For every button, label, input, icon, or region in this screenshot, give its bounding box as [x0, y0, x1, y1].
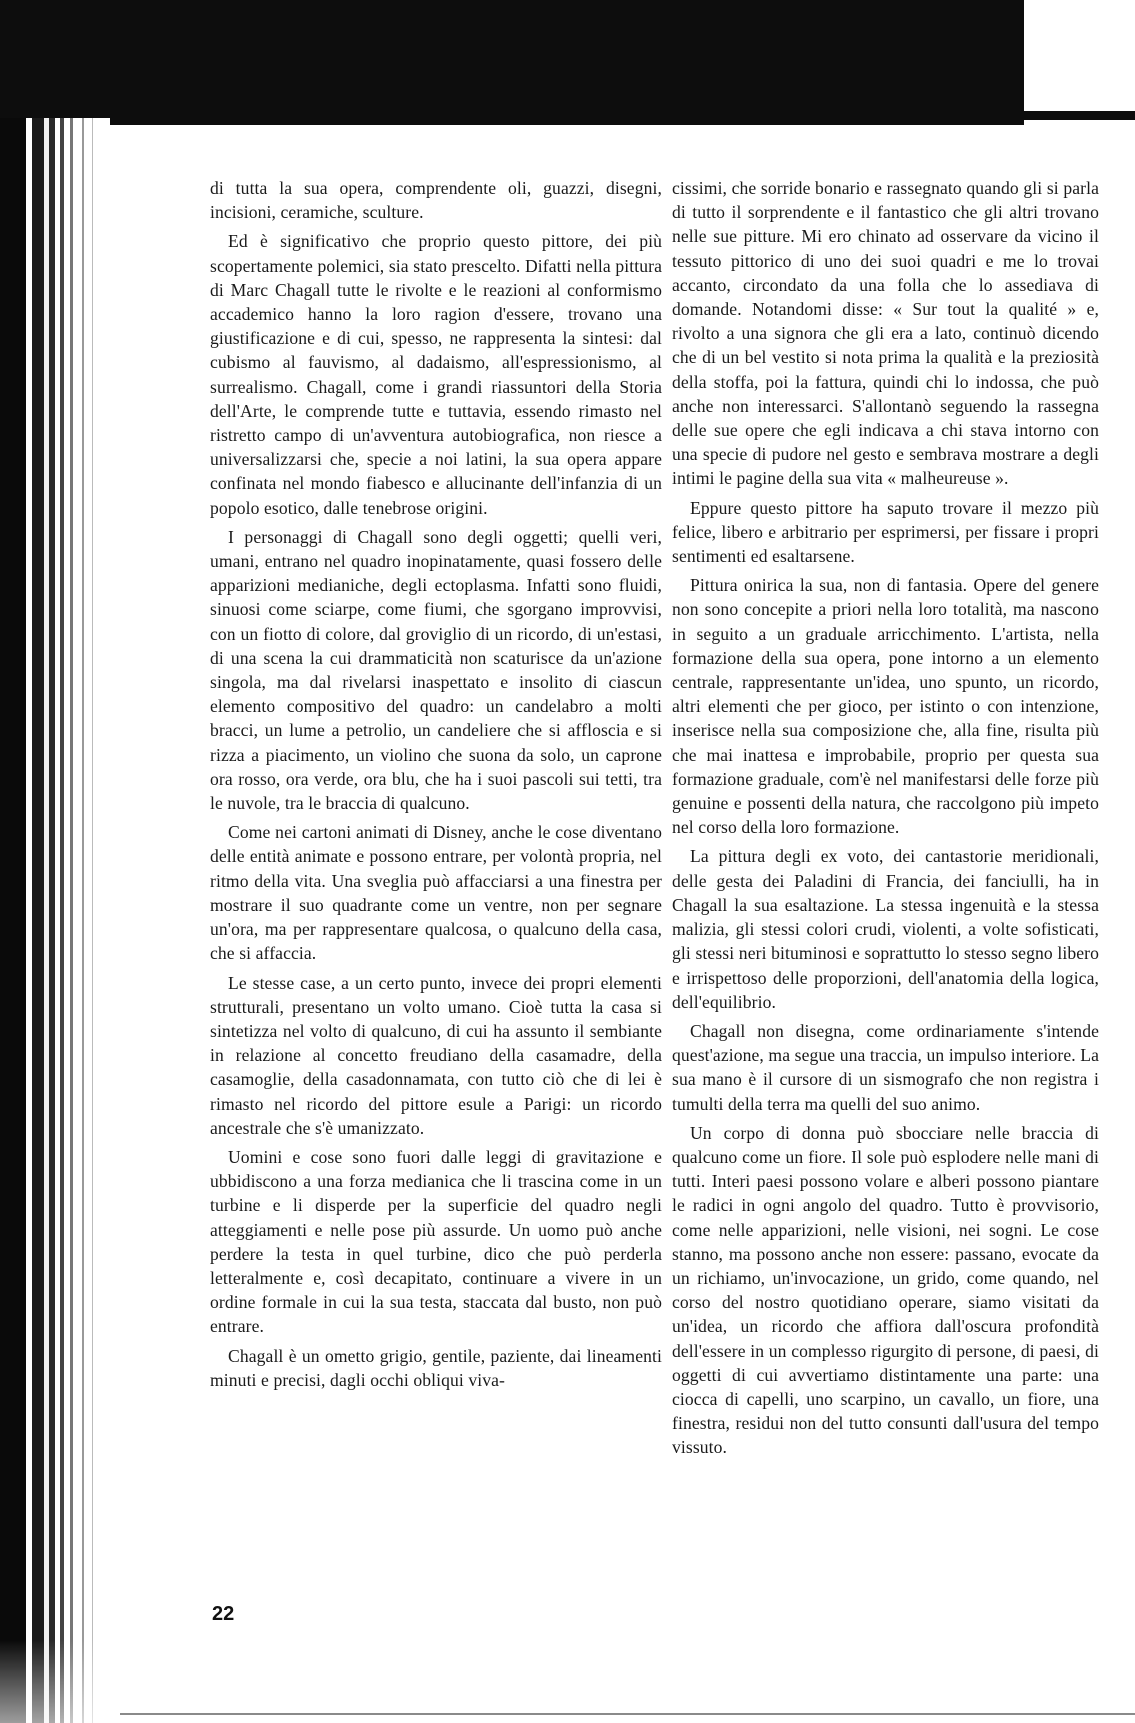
- paragraph: Chagall non disegna, come ordinariamente s'intende quest'azione, ma segue una traccia, un impulso interiore. La sua mano è il cursore di un sismografo che non registra i tumulti della terra ma quelli del suo animo.: [672, 1020, 1099, 1114]
- bottom-edge-line: [120, 1713, 1135, 1715]
- paragraph: Le stesse case, a un certo punto, invece dei propri elementi strutturali, presentano un volto umano. Cioè tutta la casa si sintetizza nel volto di qualcuno, di cui ha assunto il sembiante in relazione al concetto freudiano della casamadre, della casamoglie, della casadonnamata, con tutto ciò che di lei è rimasto nel ricordo del pittore esule a Parigi: un ricordo ancestrale che s'è umanizzato.: [210, 972, 662, 1138]
- paragraph: di tutta la sua opera, comprendente oli, guazzi, disegni, incisioni, ceramiche, sculture.: [210, 178, 662, 223]
- paragraph: Pittura onirica la sua, non di fantasia. Opere del genere non sono concepite a priori nella loro totalità, ma nascono in seguito a un graduale arricchimento. L'artista, nella formazione della sua opera, pone intorno a un elemento centrale, rappresentante un'idea, uno spunto, un ricordo, altri elementi che per gioco, per istinto o con intenzione, inserisce nella sua composizione che, alla fine, risulta più che mai inattesa e improbabile, proprio per questa sua formazione graduale, com'è nel manifestarsi delle forze più genuine e possenti della natura, che raccolgono più impeto nel corso della loro formazione.: [672, 575, 1099, 838]
- paragraph: Ed è significativo che proprio questo pittore, dei più scopertamente polemici, sia stato prescelto. Difatti nella pittura di Marc Chagall tutte le rivolte e le reazioni al conformismo accademico hanno la loro ragion d'essere, trovano una giustificazione e di cui, spesso, ne rappresenta la sintesi: dal cubismo al fauvismo, al dadaismo, all'espressionismo, al surrealismo. Chagall, come i grandi riassuntori della Storia dell'Arte, le comprende tutte e tuttavia, essendo rimasto nel ristretto campo di un'avventura autobiografica, non riesce a universalizzarsi che, specie a noi latini, la sua opera appare confinata nel mondo fiabesco e allucinante dell'infanzia di un popolo esotico, dalle tenebrose origini.: [210, 231, 662, 518]
- paragraph: La pittura degli ex voto, dei cantastorie meridionali, delle gesta dei Paladini di Francia, dei fanciulli, ha in Chagall la sua esaltazione. La stessa ingenuità e la stessa malizia, gli stessi colori crudi, violenti, a volte sofisticati, gli stessi neri bituminosi e soprattutto lo stesso segno libero e irrispettoso delle proporzioni, dell'anatomia della logica, dell'equilibrio.: [672, 846, 1099, 1012]
- paragraph: I personaggi di Chagall sono degli oggetti; quelli veri, umani, entrano nel quadro inopinatamente, quasi fossero delle apparizioni medianiche, degli ectoplasma. Infatti sono fluidi, sinuosi come sciarpe, come fiumi, che sgorgano improvvisi, con un fiotto di colore, dal groviglio di un ricordo, di un'estasi, di una scena la cui drammaticità non scaturisce da un'azione singola, ma dal rivelarsi inaspettato e insolito di ciascun elemento compositivo del quadro: un candelabro a molti bracci, un lume a petrolio, un candeliere che si affloscia e si rizza a piacimento, un violino che suona da solo, un caprone ora rosso, ora verde, ora blu, che ha i suoi pascoli sui tetti, tra le nuvole, tra le braccia di qualcuno.: [210, 526, 662, 814]
- paragraph: Uomini e cose sono fuori dalle leggi di gravitazione e ubbidiscono a una forza medianica che li trascina come in un turbine e li disperde per la superficie del quadro negli atteggiamenti e nelle pose più assurde. Un uomo può anche perdere la testa in quel turbine, dico che può perderla letteralmente e, così decapitato, continuare a vivere in un ordine formale in cui la sua testa, staccata dal busto, non può entrare.: [210, 1146, 662, 1337]
- right-text-column: [672, 176, 1099, 1465]
- paragraph: cissimi, che sorride bonario e rassegnato quando gli si parla di tutto il sorprendente e il fantastico che gli altri trovano nelle sue pitture. Mi ero chinato ad osservare da vicino il tessuto pittorico di uno dei suoi quadri e me lo trovai accanto, circondato da una folla che lo assediava di domande. Notandomi disse: « Sur tout la qualité » e, rivolto a una signora che gli era a lato, continuò dicendo che di un bel vestito si nota prima la qualità e la preziosità della stoffa, poi la fattura, quindi chi lo indossa, che può anche non interessarci. S'allontanò seguendo la rassegna delle sue opere che egli indicava a chi stava intorno con una specie di pudore nel gesto e sembrava mostrare a degli intimi le pagine della sua vita « malheureuse ».: [672, 178, 1099, 489]
- left-text-column: [210, 176, 662, 1397]
- paragraph: Chagall è un ometto grigio, gentile, paziente, dai lineamenti minuti e precisi, dagli occhi obliqui viva-: [210, 1345, 662, 1390]
- top-dark-band: [0, 0, 1024, 125]
- top-dark-band-edge: [1020, 111, 1135, 120]
- page-number: 22: [212, 1603, 235, 1625]
- paragraph: Come nei cartoni animati di Disney, anche le cose diventano delle entità animate e possono entrare, per volontà propria, nel ritmo della vita. Una sveglia può affacciarsi a una finestra per mostrare il suo quadrante come un ventre, non per segnare un'ora, ma per rappresentare qualcosa, o qualcuno della casa, che si affaccia.: [210, 822, 662, 964]
- paragraph: Eppure questo pittore ha saputo trovare il mezzo più felice, libero e arbitrario per esprimersi, per fissare i propri sentimenti ed esaltarsene.: [672, 497, 1099, 567]
- paragraph: Un corpo di donna può sbocciare nelle braccia di qualcuno come un fiore. Il sole può esplodere nelle mani di tutti. Interi paesi possono volare e alberi possono piantare le radici in ogni angolo del quadro. Tutto è provvisorio, come nelle apparizioni, nelle visioni, nei sogni. Le cose stanno, ma possono anche non essere: passano, evocate da un richiamo, un'invocazione, un grido, come quando, nel corso del nostro quotidiano operare, siamo visitati da un'idea, un ricordo che affiora dall'oscura profondità dell'essere in un complesso rigurgito di persone, di paesi, di oggetti di cui avvertiamo distintamente una parte: una ciocca di capelli, uno scarpino, un cavallo, un fiore, una finestra, residui non del tutto consunti dall'usura del tempo vissuto.: [672, 1122, 1099, 1458]
- binding-edge: [0, 118, 110, 1723]
- binding-edge-fade: [0, 1640, 110, 1723]
